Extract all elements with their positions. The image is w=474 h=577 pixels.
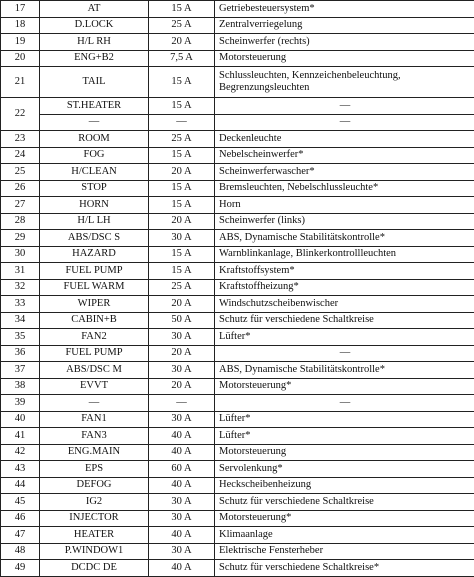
fuse-rating: 30 A [149, 329, 215, 346]
table-row [1, 279, 474, 296]
table-row [1, 67, 474, 98]
fuse-number: 33 [1, 296, 40, 313]
fuse-description: Windschutzscheibenwischer [215, 296, 474, 313]
fuse-rating: 40 A [149, 560, 215, 577]
table-row [1, 560, 474, 577]
fuse-number: 34 [1, 312, 40, 329]
fuse-name: EPS [40, 461, 149, 478]
fuse-name: D.LOCK [40, 17, 149, 34]
fuse-name: FAN2 [40, 329, 149, 346]
table-row [1, 345, 474, 362]
fuse-description: Scheinwerfer (links) [215, 213, 474, 230]
fuse-description: Warnblinkanlage, Blinkerkontrollleuchten [215, 246, 474, 263]
fuse-description: Lüfter* [215, 411, 474, 428]
table-row [1, 230, 474, 247]
fuse-number: 19 [1, 34, 40, 51]
table-row [1, 197, 474, 214]
table-row [1, 428, 474, 445]
fuse-number: 17 [1, 1, 40, 18]
table-row [1, 34, 474, 51]
fuse-rating: 15 A [149, 197, 215, 214]
fuse-description: Deckenleuchte [215, 131, 474, 148]
table-row [1, 362, 474, 379]
fuse-name: AT [40, 1, 149, 18]
fuse-description: Elektrische Fensterheber [215, 543, 474, 560]
fuse-name: DCDC DE [40, 560, 149, 577]
table-row [1, 180, 474, 197]
fuse-name: IG2 [40, 494, 149, 511]
fuse-rating: — [149, 114, 215, 131]
fuse-name: EVVT [40, 378, 149, 395]
fuse-number: 23 [1, 131, 40, 148]
fuse-name: ENG+B2 [40, 50, 149, 67]
fuse-rating: 30 A [149, 543, 215, 560]
fuse-number: 42 [1, 444, 40, 461]
fuse-description: Klimaanlage [215, 527, 474, 544]
fuse-number: 22 [1, 98, 40, 131]
fuse-description: Lüfter* [215, 329, 474, 346]
fuse-number: 45 [1, 494, 40, 511]
fuse-name: STOP [40, 180, 149, 197]
fuse-name: H/L RH [40, 34, 149, 51]
fuse-rating: 20 A [149, 34, 215, 51]
fuse-description: — [215, 395, 474, 412]
fuse-description: Heckscheibenheizung [215, 477, 474, 494]
fuse-number: 46 [1, 510, 40, 527]
fuse-name: HEATER [40, 527, 149, 544]
table-row [1, 131, 474, 148]
fuse-rating: 25 A [149, 279, 215, 296]
fuse-description: — [215, 98, 474, 115]
table-row [1, 510, 474, 527]
fuse-number: 20 [1, 50, 40, 67]
fuse-name: ROOM [40, 131, 149, 148]
table-row [1, 411, 474, 428]
fuse-description: Motorsteuerung* [215, 378, 474, 395]
fuse-rating: 20 A [149, 164, 215, 181]
fuse-name: DEFOG [40, 477, 149, 494]
table-row [1, 50, 474, 67]
fuse-description: Getriebesteuersystem* [215, 1, 474, 18]
fuse-number: 30 [1, 246, 40, 263]
fuse-number: 40 [1, 411, 40, 428]
fuse-name: FAN1 [40, 411, 149, 428]
fuse-name: HORN [40, 197, 149, 214]
fuse-rating: 15 A [149, 1, 215, 18]
fuse-number: 37 [1, 362, 40, 379]
fuse-number: 27 [1, 197, 40, 214]
fuse-description: Schlussleuchten, Kennzeichenbeleuchtung, Begrenzungsleuchten [215, 67, 474, 98]
fuse-number: 49 [1, 560, 40, 577]
fuse-description: Lüfter* [215, 428, 474, 445]
fuse-name: FAN3 [40, 428, 149, 445]
fuse-description: ABS, Dynamische Stabilitätskontrolle* [215, 230, 474, 247]
fuse-name: ENG.MAIN [40, 444, 149, 461]
fuse-number: 21 [1, 67, 40, 98]
table-row [1, 543, 474, 560]
fuse-rating: — [149, 395, 215, 412]
fuse-name: HAZARD [40, 246, 149, 263]
fuse-number: 29 [1, 230, 40, 247]
fuse-number: 36 [1, 345, 40, 362]
fuse-name: ABS/DSC S [40, 230, 149, 247]
fuse-number: 44 [1, 477, 40, 494]
fuse-name: FUEL WARM [40, 279, 149, 296]
table-row [1, 98, 474, 115]
fuse-number: 24 [1, 147, 40, 164]
fuse-name: H/L LH [40, 213, 149, 230]
fuse-name: ST.HEATER [40, 98, 149, 115]
table-row [1, 329, 474, 346]
fuse-number: 48 [1, 543, 40, 560]
fuse-name: — [40, 114, 149, 131]
table-row [1, 477, 474, 494]
table-row [1, 164, 474, 181]
fuse-name: INJECTOR [40, 510, 149, 527]
fuse-name: FUEL PUMP [40, 263, 149, 280]
fuse-name: TAIL [40, 67, 149, 98]
table-row [1, 213, 474, 230]
fuse-name: FUEL PUMP [40, 345, 149, 362]
fuse-rating: 40 A [149, 527, 215, 544]
table-row [1, 296, 474, 313]
fuse-rating: 25 A [149, 17, 215, 34]
fuse-rating: 15 A [149, 180, 215, 197]
fuse-number: 43 [1, 461, 40, 478]
fuse-rating: 30 A [149, 411, 215, 428]
fuse-number: 28 [1, 213, 40, 230]
fuse-description: Schutz für verschiedene Schaltkreise [215, 494, 474, 511]
fuse-description: Motorsteuerung [215, 444, 474, 461]
table-row [1, 312, 474, 329]
fuse-number: 38 [1, 378, 40, 395]
fuse-name: H/CLEAN [40, 164, 149, 181]
fuse-name: FOG [40, 147, 149, 164]
fuse-rating: 15 A [149, 98, 215, 115]
fuse-number: 25 [1, 164, 40, 181]
fuse-rating: 15 A [149, 246, 215, 263]
fuse-rating: 15 A [149, 263, 215, 280]
fuse-description: Motorsteuerung* [215, 510, 474, 527]
fuse-name: — [40, 395, 149, 412]
fuse-description: Nebelscheinwerfer* [215, 147, 474, 164]
fuse-description: Servolenkung* [215, 461, 474, 478]
fuse-description: Schutz für verschiedene Schaltkreise* [215, 560, 474, 577]
fuse-description: Scheinwerfer (rechts) [215, 34, 474, 51]
fuse-rating: 30 A [149, 230, 215, 247]
fuse-name: WIPER [40, 296, 149, 313]
fuse-number: 35 [1, 329, 40, 346]
table-row [1, 527, 474, 544]
fuse-rating: 20 A [149, 378, 215, 395]
fuse-rating: 40 A [149, 428, 215, 445]
fuse-rating: 30 A [149, 510, 215, 527]
table-row [1, 395, 474, 412]
table-row [1, 147, 474, 164]
fuse-name: ABS/DSC M [40, 362, 149, 379]
table-row [1, 246, 474, 263]
table-row [1, 494, 474, 511]
table-row [1, 444, 474, 461]
fuse-description: Kraftstoffsystem* [215, 263, 474, 280]
fuse-description: Zentralverriegelung [215, 17, 474, 34]
fuse-name: P.WINDOW1 [40, 543, 149, 560]
fuse-rating: 25 A [149, 131, 215, 148]
fuse-description: Schutz für verschiedene Schaltkreise [215, 312, 474, 329]
table-row [1, 114, 474, 131]
fuse-number: 32 [1, 279, 40, 296]
fuse-rating: 30 A [149, 362, 215, 379]
fuse-number: 47 [1, 527, 40, 544]
fuse-rating: 60 A [149, 461, 215, 478]
fuse-name: CABIN+B [40, 312, 149, 329]
table-row [1, 17, 474, 34]
fuse-rating: 15 A [149, 67, 215, 98]
table-row [1, 263, 474, 280]
fuse-rating: 20 A [149, 296, 215, 313]
fuse-rating: 50 A [149, 312, 215, 329]
fuse-number: 31 [1, 263, 40, 280]
fuse-description: — [215, 345, 474, 362]
table-row [1, 461, 474, 478]
fuse-rating: 40 A [149, 444, 215, 461]
fuse-number: 41 [1, 428, 40, 445]
fuse-description: ABS, Dynamische Stabilitätskontrolle* [215, 362, 474, 379]
fuse-description: Motorsteuerung [215, 50, 474, 67]
fuse-description: Horn [215, 197, 474, 214]
fuse-description: Bremsleuchten, Nebelschlussleuchte* [215, 180, 474, 197]
fuse-rating: 15 A [149, 147, 215, 164]
fuse-rating: 30 A [149, 494, 215, 511]
fuse-description: Kraftstoffheizung* [215, 279, 474, 296]
table-row [1, 378, 474, 395]
fuse-number: 18 [1, 17, 40, 34]
fuse-table-body [1, 1, 474, 577]
fuse-description: — [215, 114, 474, 131]
table-row [1, 1, 474, 18]
fuse-rating: 7,5 A [149, 50, 215, 67]
fuse-rating: 20 A [149, 345, 215, 362]
fuse-rating: 20 A [149, 213, 215, 230]
fuse-rating: 40 A [149, 477, 215, 494]
fuse-number: 39 [1, 395, 40, 412]
fuse-description: Scheinwerferwascher* [215, 164, 474, 181]
fuse-number: 26 [1, 180, 40, 197]
